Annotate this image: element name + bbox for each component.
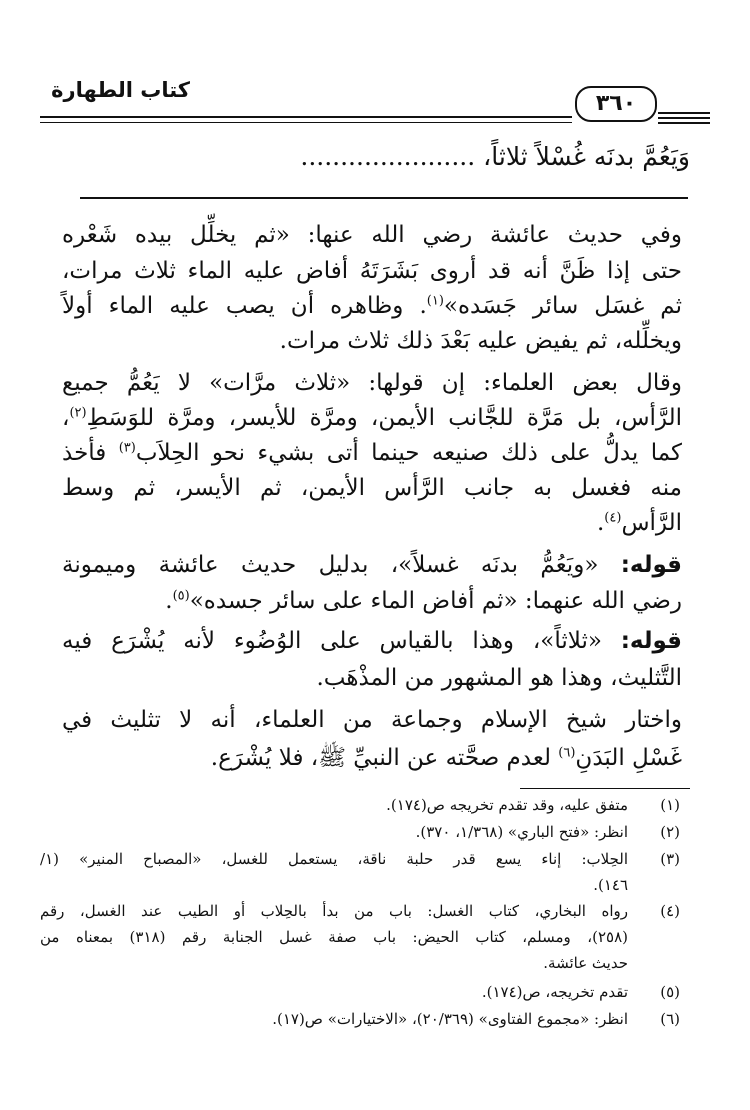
footnote-3 bbox=[40, 850, 680, 900]
footnote-text: ١٤٦). bbox=[593, 876, 628, 894]
body-line-5: وقال بعض العلماء: إن قولها: «ثلاث مرَّات» لا يَعُمُّ جميع bbox=[62, 370, 682, 396]
footnote-ref-3: (٣) bbox=[118, 440, 136, 456]
footnote-text: حديث عائشة. bbox=[543, 954, 628, 972]
body-line-12: قوله: «ثلاثاً»، وهذا بالقياس على الوُضُوء لأنه يُشْرَع فيه bbox=[62, 628, 682, 654]
footnote-1 bbox=[40, 796, 680, 820]
footnote-ref-2: (٢) bbox=[69, 405, 87, 421]
body-line-2: حتى إذا ظَنَّ أنه قد أروى بَشَرَتَهُ أفاض عليه الماء ثلاث مرات، bbox=[62, 258, 682, 284]
footnote-text: انظر: «مجموع الفتاوى» (٢٠/٣٦٩)، «الاختيارات» ص(١٧). bbox=[272, 1010, 628, 1028]
footnote-text: رواه البخاري، كتاب الغسل: باب من بدأ بالحِلاب أو الطيب عند الغسل، رقم bbox=[40, 902, 628, 920]
footnote-number: (٢) bbox=[660, 823, 680, 841]
body-line-8: منه فغسل به جانب الرَّأس الأيمن، ثم الأيسر، ثم وسط bbox=[62, 475, 682, 501]
footnote-text: الحِلاب: إناء يسع قدر حلبة ناقة، يستعمل للغسل، «المصباح المنير» (١/ bbox=[40, 850, 628, 868]
header-rule-right-3 bbox=[658, 122, 710, 124]
stem-text: وَيَعُمَّ بدنَه غُسْلاً ثلاثاً، bbox=[483, 142, 690, 171]
footnote-6 bbox=[40, 1010, 680, 1034]
footnote-ref-5: (٥) bbox=[172, 588, 190, 604]
body-line-6: الرَّأس، بل مَرَّة للجَّانب الأيمن، ومرَّة للأيسر، ومرَّة للوَسَطِ$^{(٢)}$، bbox=[62, 405, 682, 431]
body-line-4: ويخلِّله، ثم يفيض عليه بَعْدَ ذلك ثلاث مرات. bbox=[279, 328, 682, 354]
footnote-number: (١) bbox=[660, 796, 680, 814]
body-line-10: قوله: «ويَعُمُّ بدنَه غسلاً»، بدليل حديث عائشة وميمونة bbox=[62, 552, 682, 578]
stem-separator bbox=[80, 197, 688, 199]
footnote-number: (٤) bbox=[660, 902, 680, 920]
body-line-11: رضي الله عنهما: «ثم أفاض الماء على سائر جسده»$^{(٥)}$. bbox=[165, 588, 682, 614]
body-line-13: التَّثليث، وهذا هو المشهور من المذْهَب. bbox=[316, 665, 682, 691]
footnote-ref-1: (١) bbox=[426, 293, 444, 309]
header-rule-right-2 bbox=[658, 117, 710, 119]
stem-line bbox=[60, 142, 690, 171]
footnote-text: متفق عليه، وقد تقدم تخريجه ص(١٧٤). bbox=[386, 796, 628, 814]
body-line-14: واختار شيخ الإسلام وجماعة من العلماء، أنه لا تثليث في bbox=[62, 707, 682, 733]
footnote-2 bbox=[40, 823, 680, 847]
footnote-number: (٦) bbox=[660, 1010, 680, 1028]
footnote-text: انظر: «فتح الباري» (١/٣٦٨، ٣٧٠). bbox=[415, 823, 628, 841]
footnote-ref-6: (٦) bbox=[558, 745, 576, 761]
page-number-badge: ٣٦٠ bbox=[575, 86, 657, 122]
body-line-9: الرَّأس$^{(٤)}$. bbox=[596, 510, 682, 536]
header-rule-left bbox=[40, 116, 572, 118]
body-line-1: وفي حديث عائشة رضي الله عنها: «ثم يخلِّل بيده شَعْره bbox=[62, 222, 682, 248]
header-rule-right bbox=[658, 112, 710, 114]
footnote-text: (٢٥٨)، ومسلم، كتاب الحيض: باب صفة غسل الجنابة رقم (٣١٨) بمعناه من bbox=[40, 928, 629, 946]
footnote-number: (٥) bbox=[660, 983, 680, 1001]
qawluh-label: قوله: bbox=[620, 628, 682, 654]
header-rule-left-thin bbox=[40, 122, 572, 123]
footnote-4 bbox=[40, 902, 680, 982]
body-line-3: ثم غسَل سائر جَسَده»$^{(١)}$. وظاهره أن يصب عليه الماء أولاً bbox=[62, 293, 682, 319]
footnote-5 bbox=[40, 983, 680, 1007]
body-line-7: كما يدلُّ على ذلك صنيعه حينما أتى بشيء نحو الحِلاَب$^{(٣)}$ فأخذ bbox=[62, 440, 682, 466]
stem-dots: ...................... bbox=[300, 142, 476, 171]
footnote-ref-4: (٤) bbox=[604, 510, 622, 526]
footnote-number: (٣) bbox=[660, 850, 680, 868]
footnote-text: تقدم تخريجه، ص(١٧٤). bbox=[481, 983, 628, 1001]
footnote-separator bbox=[520, 788, 690, 789]
body-line-15: غَسْلِ البَدَنِ$^{(٦)}$ لعدم صحَّته عن النبيِّ ﷺ، فلا يُشْرَع. bbox=[210, 745, 682, 771]
qawluh-label: قوله: bbox=[620, 552, 682, 578]
running-title: كتاب الطهارة bbox=[51, 78, 190, 102]
